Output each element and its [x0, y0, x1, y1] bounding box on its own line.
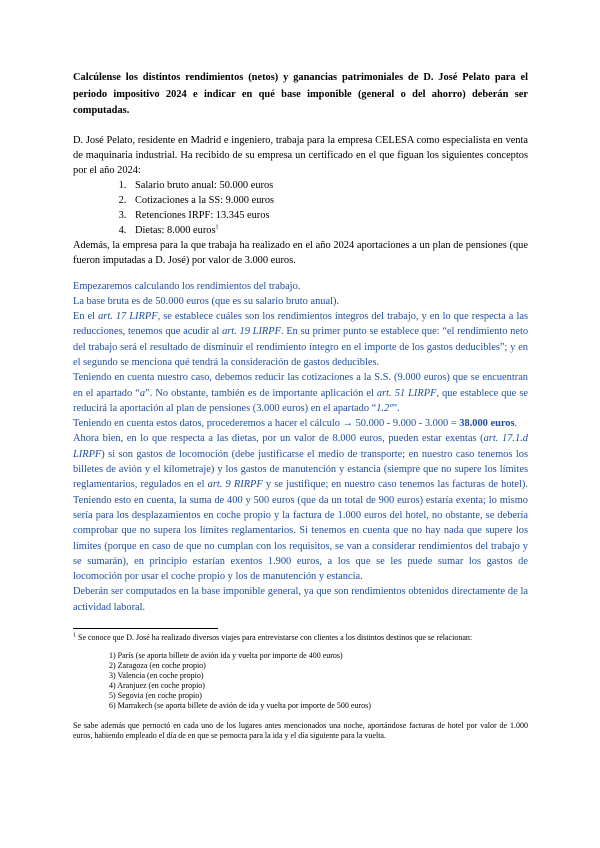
answer-paragraph: Teniendo en cuenta nuestro caso, debemos reducir las cotizaciones a la S.S. (9.000 euros) que se encuentran en el apartado “a”. No obstante, también es de importante aplicación el art. 51 LIRPF, que establece que se reducirá la aportación al plan de pensiones (3.000 euros) en el apartado “1.2º”.	[73, 372, 528, 414]
answer-paragraph: La base bruta es de 50.000 euros (que es su salario bruto anual).	[73, 295, 340, 307]
intro-paragraph: D. José Pelato, residente en Madrid e ingeniero, trabaja para la empresa CELESA como especialista en venta de maquinaria industrial. Ha recibido de su empresa un certificado en el que figuan los siguientes conceptos por el año 2024:	[73, 134, 528, 176]
concepts-list	[73, 178, 528, 238]
additional-paragraph: Además, la empresa para la que trabaja ha realizado en el año 2024 aportaciones a un plan de pensiones (que fueron imputadas a D. José) por valor de 3.000 euros.	[73, 239, 528, 266]
destination-item: 5) Segovia (en coche propio)	[109, 691, 202, 701]
answer-section	[73, 279, 528, 616]
concept-item: 2. Cotizaciones a la SS: 9.000 euros	[129, 193, 528, 208]
concept-item: 3. Retenciones IRPF: 13.345 euros	[129, 208, 528, 223]
law-reference: art. 17.1.d LIRPF	[73, 433, 528, 460]
destination-item: 6) Marrakech (se aporta billete de avión de ida y vuelta por importe de 500 euros)	[109, 701, 371, 711]
answer-paragraph: Teniendo en cuenta estos datos, procederemos a hacer el cálculo → 50.000 - 9.000 - 3.000 = 38.000 euros.	[73, 418, 518, 430]
section-reference: 1.2º	[376, 402, 393, 414]
document-page	[73, 70, 528, 741]
footnote-divider	[73, 628, 218, 629]
calculation-result: 38.000 euros	[459, 418, 515, 430]
footnote-destinations	[73, 651, 528, 711]
law-reference: art. 9 RIRPF	[207, 479, 263, 491]
answer-paragraph: Empezaremos calculando los rendimientos del trabajo.	[73, 280, 301, 292]
answer-paragraph: En el art. 17 LIRPF, se establece cuáles son los rendimientos íntegros del trabajo, y en lo que respecta a las reducciones, tenemos que acudir al art. 19 LIRPF. En su primer punto se establece que: “el rendimiento neto del trabajo será el resultado de disminuir el rendimiento íntegro en el importe de los gastos deducibles”; y en el segundo se menciona qué tendrá la consideración de gastos deducibles.	[73, 311, 529, 368]
section-reference: a	[139, 387, 146, 399]
law-reference: art. 51 LIRPF	[376, 387, 437, 399]
answer-paragraph: Ahora bien, en lo que respecta a las dietas, por un valor de 8.000 euros, pueden estar exentas (art. 17.1.d LIRPF) si son gastos de locomoción (debe justificarse el medio de transporte; en nuestro caso tenemos los billetes de avión y el kilometraje) y los gastos de manutención y estancia (siempre que no supere los límites reglamentarios, regulados en el art. 9 RIRPF y se justifique; en nuestro caso tenemos las facturas de hotel). Teniendo esto en cuenta, la suma de 400 y 500 euros (que da un total de 900 euros) estaría exenta; lo mismo sería para los desplazamientos en coche propio y la factura de 1.000 euros del hotel, no obstante, se debería comprobar que no supera los límites reglamentarios. Si tenemos en cuenta que no hay nada que supere los límites (porque en caso de que no cumplan con los requisitos, se van a considerar rendimientos del trabajo y se sumarán), en principio estarían exentos 1.900 euros, a los que se les puede sumar los gastos de locomoción por usar el coche propio y los de manutención y estancia.	[73, 433, 528, 583]
destination-item: 4) Aranjuez (en coche propio)	[109, 681, 205, 691]
footnote-closing: Se sabe además que pernoctó en cada uno de los lugares antes mencionados una noche, aportándose facturas de hotel por valor de 1.000 euros, habiendo empleado el día de en que se pernocta para la ida y el día siguiente para la vuelta.	[73, 721, 528, 741]
law-reference: art. 17 LIRPF	[98, 311, 158, 323]
law-reference: art. 19 LIRPF	[222, 326, 281, 338]
destination-item: 3) Valencia (en coche propio)	[109, 671, 204, 681]
exercise-title: Calcúlense los distintos rendimientos (netos) y ganancias patrimoniales de D. José Pelato para el periodo impositivo 2024 e indicar en qué base imponible (general o del ahorro) deberán ser computadas.	[73, 72, 528, 116]
concept-item: 1. Salario bruto anual: 50.000 euros	[129, 178, 528, 193]
footnote-intro: $^1$ Se conoce que D. José ha realizado diversos viajes para entrevistarse con clientes a los distintos destinos que se relacionan:	[73, 632, 473, 643]
concept-item: 4. Dietas: 8.000 euros$^1$	[129, 223, 528, 238]
footnote-reference[interactable]: 1	[215, 224, 219, 231]
footnote	[73, 633, 528, 741]
answer-paragraph: Deberán ser computados en la base imponible general, ya que son rendimientos obtenidos directamente de la actividad laboral.	[73, 586, 528, 613]
destination-item: 1) París (se aporta billete de avión ida y vuelta por importe de 400 euros)	[109, 651, 343, 661]
destination-item: 2) Zaragoza (en coche propio)	[109, 661, 206, 671]
